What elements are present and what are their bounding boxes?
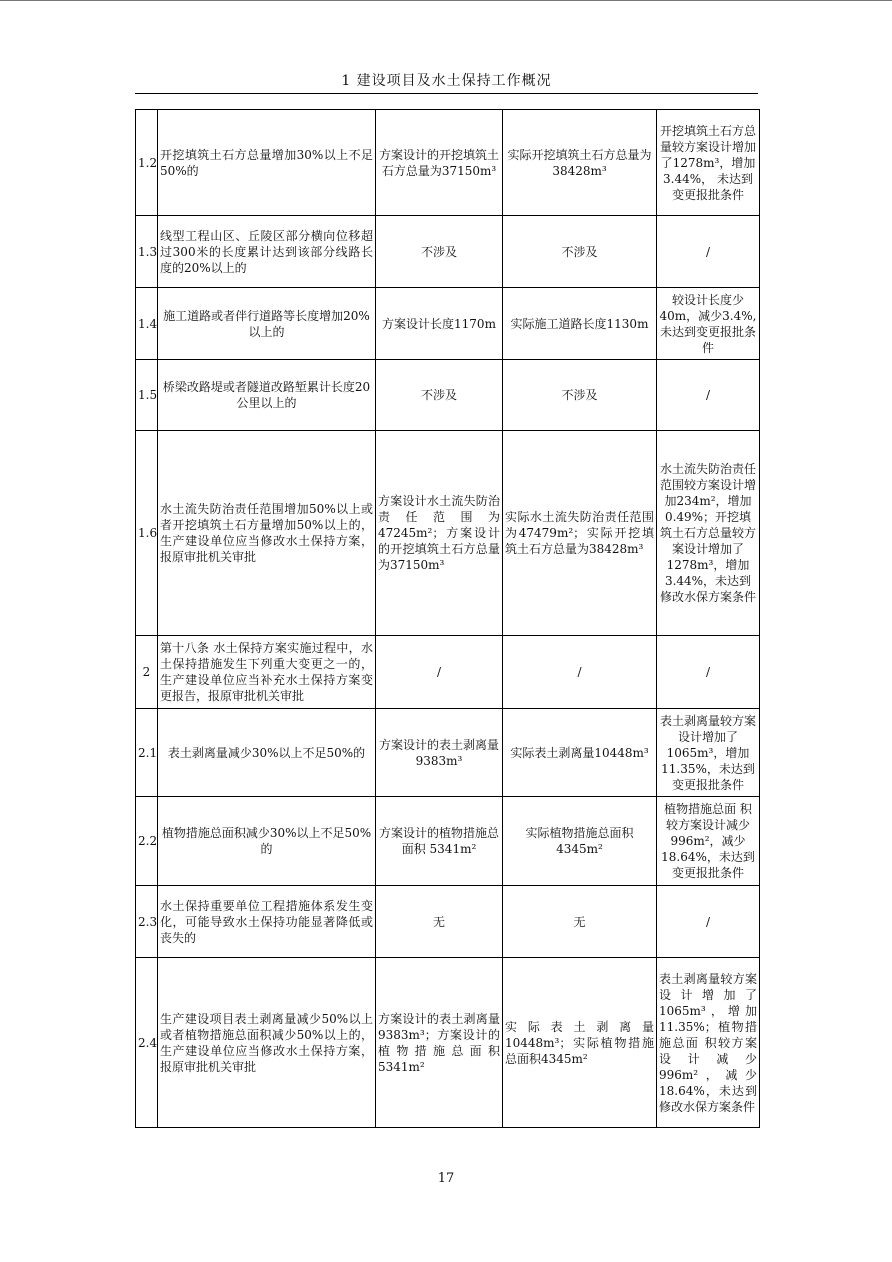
row-result: 开挖填筑土石方总量较方案设计增加了1278m³，增加3.44%， 未达到变更报批条件: [657, 110, 760, 216]
row-actual: 实际植物措施总面积4345m²: [503, 797, 657, 886]
row-actual: 无: [503, 886, 657, 958]
row-number: 1.6: [136, 431, 158, 636]
row-design: 方案设计长度1170m: [376, 288, 503, 360]
row-actual: /: [503, 636, 657, 709]
row-item: 植物措施总面积减少30%以上不足50%的: [158, 797, 376, 886]
row-actual: 实际开挖填筑土石方总量为38428m³: [503, 110, 657, 216]
row-number: 2.1: [136, 709, 158, 797]
row-item: 生产建设项目表土剥离量减少50%以上或者植物措施总面积减少50%以上的，生产建设单位应当修改水土保持方案，报原审批机关审批: [158, 958, 376, 1128]
row-item: 线型工程山区、丘陵区部分横向位移超过300米的长度累计达到该部分线路长度的20%以上的: [158, 216, 376, 288]
row-design: 方案设计的表土剥离量9383m³；方案设计的植物措施总面积5341m²: [376, 958, 503, 1128]
row-result: /: [657, 636, 760, 709]
row-result: /: [657, 886, 760, 958]
row-design: 方案设计水土流失防治责任范围为47245m²；方案设计的开挖填筑土石方总量为37150m³: [376, 431, 503, 636]
table-row: [136, 709, 760, 797]
table-row: [136, 958, 760, 1128]
row-number: 1.2: [136, 110, 158, 216]
row-item: 表土剥离量减少30%以上不足50%的: [158, 709, 376, 797]
row-number: 1.5: [136, 360, 158, 431]
table-row: [136, 360, 760, 431]
row-number: 2.4: [136, 958, 158, 1128]
row-result: 较设计长度少40m，减少3.4%,未达到变更报批条件: [657, 288, 760, 360]
page-number: 17: [437, 1171, 455, 1186]
row-design: 方案设计的开挖填筑土石方总量为37150m³: [376, 110, 503, 216]
row-result: 植物措施总面 积较方案设计减少996m²，减少18.64%，未达到变更报批条件: [657, 797, 760, 886]
row-design: 无: [376, 886, 503, 958]
table-row: [136, 288, 760, 360]
running-header-title: 1 建设项目及水土保持工作概况: [341, 73, 552, 89]
table-row: [136, 110, 760, 216]
row-item: 开挖填筑土石方总量增加30%以上不足50%的: [158, 110, 376, 216]
row-actual: 实际表土剥离量10448m³；实际植物措施总面积4345m²: [503, 958, 657, 1128]
row-item: 水土保持重要单位工程措施体系发生变化，可能导致水土保持功能显著降低或丧失的: [158, 886, 376, 958]
row-number: 1.4: [136, 288, 158, 360]
row-result: 水土流失防治责任范围较方案设计增加234m²，增加0.49%；开挖填筑土石方总量较方案设计增加了1278m³，增加3.44%，未达到修改水保方案条件: [657, 431, 760, 636]
row-design: 方案设计的表土剥离量 9383m³: [376, 709, 503, 797]
row-design: 不涉及: [376, 360, 503, 431]
row-result: /: [657, 216, 760, 288]
row-actual: 实际施工道路长度1130m: [503, 288, 657, 360]
row-item: 水土流失防治责任范围增加50%以上或者开挖填筑土石方量增加50%以上的，生产建设单位应当修改水土保持方案，报原审批机关审批: [158, 431, 376, 636]
row-design: /: [376, 636, 503, 709]
row-actual: 实际水土流失防治责任范围为47479m²；实际开挖填筑土石方总量为38428m³: [503, 431, 657, 636]
table-row: [136, 886, 760, 958]
row-number: 2.2: [136, 797, 158, 886]
row-actual: 实际表土剥离量10448m³: [503, 709, 657, 797]
row-item: 第十八条 水土保持方案实施过程中，水土保持措施发生下列重大变更之一的，生产建设单位应当补充水土保持方案变更报告，报原审批机关审批: [158, 636, 376, 709]
row-design: 方案设计的植物措施总面积 5341m²: [376, 797, 503, 886]
row-design: 不涉及: [376, 216, 503, 288]
row-actual: 不涉及: [503, 360, 657, 431]
row-number: 2: [136, 636, 158, 709]
row-number: 1.3: [136, 216, 158, 288]
row-result: /: [657, 360, 760, 431]
row-number: 2.3: [136, 886, 158, 958]
row-item: 桥梁改路堤或者隧道改路堑累计长度20公里以上的: [158, 360, 376, 431]
row-result: 表土剥离量较方案设计增加了1065m³，增加11.35%；植物措施总面 积较方案设计减少996m²，减少18.64%，未达到修改水保方案条件: [657, 958, 760, 1128]
row-item: 施工道路或者伴行道路等长度增加20%以上的: [158, 288, 376, 360]
header-rule: [135, 93, 758, 94]
row-actual: 不涉及: [503, 216, 657, 288]
change-comparison-table: [135, 109, 760, 1128]
top-border-rule: [0, 0, 892, 1]
table-row: [136, 797, 760, 886]
table-row: [136, 216, 760, 288]
table-row: [136, 636, 760, 709]
table-row: [136, 431, 760, 636]
row-result: 表土剥离量较方案设计增加了1065m³，增加11.35%，未达到变更报批条件: [657, 709, 760, 797]
